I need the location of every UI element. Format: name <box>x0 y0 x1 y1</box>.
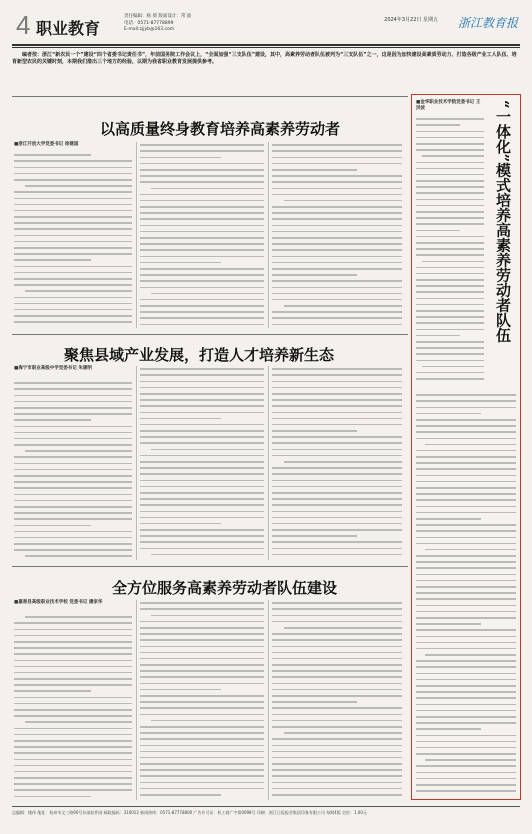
text-line <box>272 792 402 798</box>
footer-rule <box>12 806 520 807</box>
text-line <box>272 552 402 558</box>
section-divider <box>12 96 408 97</box>
column-rule <box>136 600 137 800</box>
column-rule <box>268 600 269 800</box>
article-body-column <box>14 380 132 560</box>
article-body-column <box>14 614 132 800</box>
paper-logo: 浙江教育报 <box>457 16 518 30</box>
section-title: 职业教育 <box>36 19 101 38</box>
text-line <box>14 319 132 325</box>
article-body-column <box>14 152 132 328</box>
article-body-column <box>140 600 264 800</box>
article-byline: ■海宁市职业高级中学党委书记 朱建明 <box>14 366 92 371</box>
text-line <box>140 552 264 558</box>
article-byline: ■浙江开放大学党委书记 徐建国 <box>14 142 79 147</box>
article-body-column <box>140 142 264 328</box>
text-line <box>416 376 484 382</box>
text-line <box>272 321 402 327</box>
footer-info: 总编辑：楼伟 地址：杭州市文三路90号东部软件园 邮政编码：310012 新闻热线：0571-87778800 广告许可证：杭工商广字第0098号 印刷：浙江日报报业集团印务有限公司 每期4版 定价：1.00元 <box>12 810 367 815</box>
article-body-column <box>272 366 402 560</box>
section-divider <box>12 334 408 335</box>
masthead-rule <box>12 44 520 46</box>
text-line <box>140 792 264 798</box>
article-headline: 聚焦县域产业发展，打造人才培养新生态 <box>64 346 335 364</box>
side-article-headline: “一体化”模式培养高素养劳动者队伍 <box>494 100 512 343</box>
text-line <box>140 321 264 327</box>
editor-line: E-mail:zjjyb@163.com <box>124 27 175 32</box>
masthead-rule-thin <box>12 47 520 48</box>
article-headline: 以高质量终身教育培养高素养劳动者 <box>100 120 341 138</box>
side-article-body-column <box>416 116 484 386</box>
section-divider <box>12 566 408 567</box>
side-article-byline: ■金华职业技术学院党委书记 王洪波 <box>416 100 481 112</box>
text-line <box>416 788 516 794</box>
article-body-column <box>272 142 402 328</box>
text-line <box>14 553 132 559</box>
masthead <box>12 8 520 46</box>
editor-line: 责任编辑：杨 倩 版面设计：常 波 <box>124 14 192 19</box>
column-rule <box>136 366 137 560</box>
article-body-column <box>272 600 402 800</box>
column-rule <box>268 366 269 560</box>
issue-date: 2024年3月22日 星期五 <box>384 17 438 23</box>
article-byline: ■嘉善县高级职业技术学校 党委书记 潘家华 <box>14 600 103 605</box>
article-body-column <box>140 366 264 560</box>
page-number: 4 <box>16 10 31 40</box>
text-line <box>14 793 132 799</box>
article-headline: 全方位服务高素养劳动者队伍建设 <box>112 579 338 597</box>
column-rule <box>136 142 137 328</box>
editor-info <box>124 14 244 34</box>
column-rule <box>268 142 269 328</box>
editor-line: 电话：0571-87778899 <box>124 20 174 26</box>
editor-note: 编者按：浙江“新农民一个”建设“四个省委书记责任书”，年前国务院工作会议上，“全面加强“三支队伍”建设，其中，高素养劳动者队伍被列为“三支队伍”之一，这是因为加快建设高素质劳动力、打造各级产业工人队伍、培育新型农民的关键时刻，本期我们推出三个地方的经验，以期为我省职业教育发展提供参考。 <box>12 52 517 66</box>
side-article-body-column <box>416 392 516 796</box>
